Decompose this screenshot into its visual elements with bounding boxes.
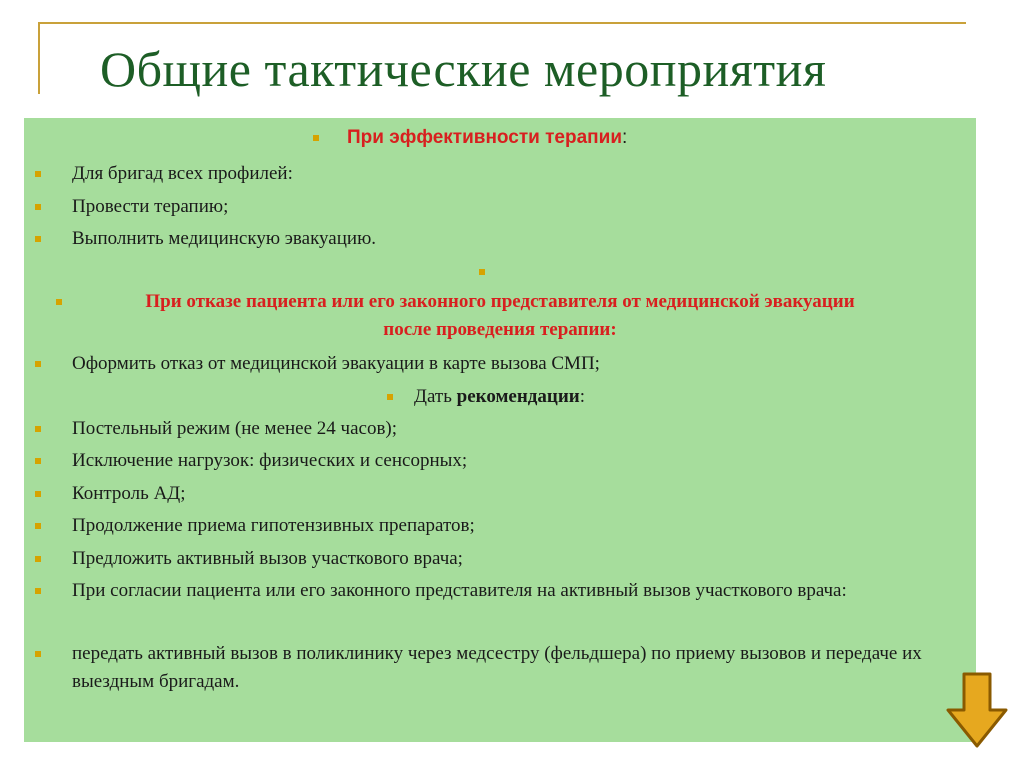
square-bullet-icon: [35, 556, 41, 562]
square-bullet-icon: [35, 523, 41, 529]
slide-title: Общие тактические мероприятия: [100, 41, 827, 97]
down-arrow-icon[interactable]: [946, 672, 1008, 748]
square-bullet-icon: [479, 269, 485, 275]
frame-left-line: [38, 22, 40, 94]
square-bullet-icon: [35, 651, 41, 657]
frame-top-line: [38, 22, 966, 24]
section-heading-efficacy: При эффективности терапии: [347, 127, 622, 148]
square-bullet-icon: [313, 135, 319, 141]
recommendations-label: рекомендации: [456, 386, 580, 407]
square-bullet-icon: [35, 426, 41, 432]
square-bullet-icon: [35, 204, 41, 210]
content-panel: При эффективности терапии: Для бригад всех профилей: Провести терапию; Выполнить медицинскую эвакуацию. При отказе пациента или его законного представителя от медицинской эвакуации после проведения терапии: Оформить отказ от медицинской эвакуации в карте вызова СМП; Дать рекомендации: Постельный режим (не менее 24 часов); Исключение нагрузок: физических и сенсорных; Контроль АД; Продолжение приема гипотензивных препаратов; Предложить активный вызов участкового врача; При согласии пациента или его законного представителя на активный вызов участкового врача: передать активный вызов в поликлинику через медсестру (фельдшера) по приему вызовов и передаче их выездным бригадам.: [24, 118, 976, 742]
square-bullet-icon: [35, 236, 41, 242]
square-bullet-icon: [35, 491, 41, 497]
square-bullet-icon: [35, 171, 41, 177]
square-bullet-icon: [35, 361, 41, 367]
square-bullet-icon: [35, 588, 41, 594]
square-bullet-icon: [35, 458, 41, 464]
square-bullet-icon: [387, 394, 393, 400]
